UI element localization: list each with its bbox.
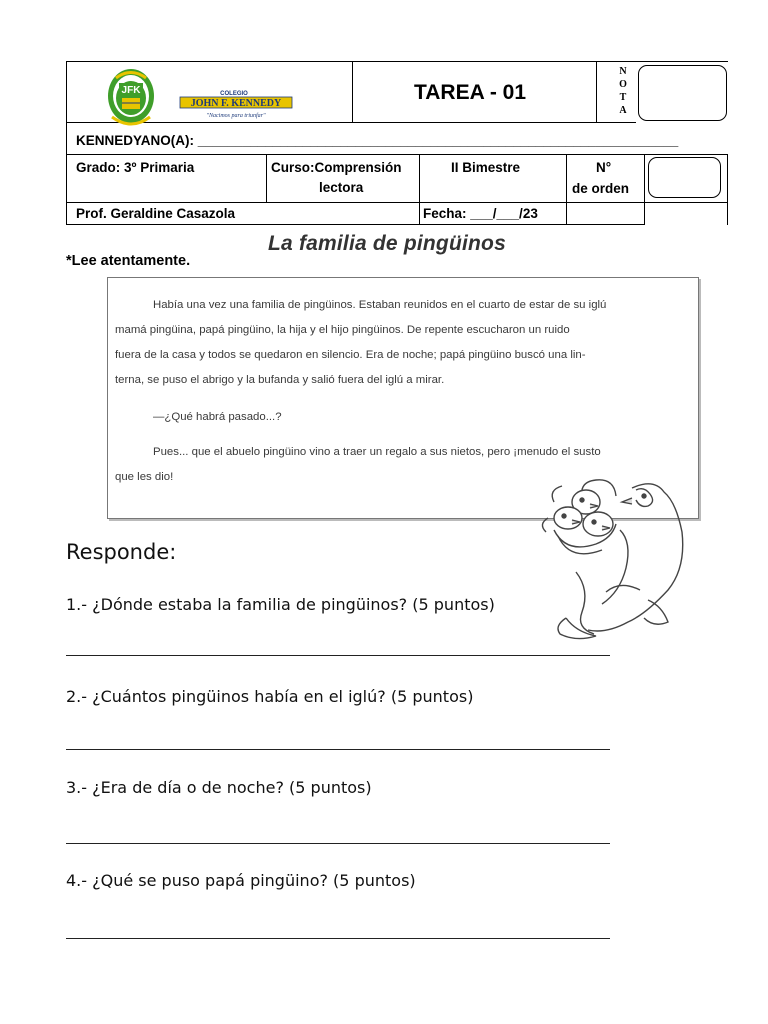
student-name-blank[interactable]: ________________________________________________________________ bbox=[197, 133, 679, 148]
story-line: terna, se puso el abrigo y la bufanda y salió fuera del iglú a mirar. bbox=[115, 374, 445, 386]
nota-letter: O bbox=[619, 79, 627, 90]
answer-line-4[interactable] bbox=[66, 938, 610, 939]
student-name-label bbox=[76, 133, 678, 148]
nota-letter: N bbox=[619, 66, 627, 77]
question-2: 2.- ¿Cuántos pingüinos había en el iglú? (5 puntos) bbox=[66, 687, 474, 706]
story-line: Había una vez una familia de pingüinos. Estaban reunidos en el cuarto de estar de su iglú bbox=[153, 299, 607, 311]
answer-line-1[interactable] bbox=[66, 655, 610, 656]
nota-label bbox=[617, 65, 629, 117]
story-paragraph-3 bbox=[115, 440, 601, 490]
answer-line-3[interactable] bbox=[66, 843, 610, 844]
teacher-name: Prof. Geraldine Casazola bbox=[76, 206, 236, 221]
story-dialogue: —¿Qué habrá pasado...? bbox=[153, 411, 282, 423]
question-1: 1.- ¿Dónde estaba la familia de pingüinos? (5 puntos) bbox=[66, 595, 495, 614]
grade-level: Grado: 3º Primaria bbox=[76, 160, 195, 175]
date-field[interactable]: Fecha: ___/___/23 bbox=[423, 206, 538, 221]
logo-initials: JFK bbox=[121, 85, 141, 96]
bimester: II Bimestre bbox=[451, 160, 521, 175]
story-line: Pues... que el abuelo pingüino vino a traer un regalo a sus nietos, pero ¡menudo el susto bbox=[153, 446, 601, 458]
logo-motto: "Nacimos para triunfar" bbox=[206, 113, 266, 119]
story-line: que les dio! bbox=[115, 471, 174, 483]
story-line: mamá pingüina, papá pingüino, la hija y el hijo pingüinos. De repente escucharon un ruido bbox=[115, 324, 570, 336]
grade-box[interactable] bbox=[638, 65, 727, 121]
instruction: *Lee atentamente. bbox=[66, 253, 191, 269]
student-label: KENNEDYANO(A): bbox=[76, 133, 198, 148]
story-line: fuera de la casa y todos se quedaron en silencio. Era de noche; papá pingüino buscó una lin- bbox=[115, 349, 586, 361]
responde-heading: Responde: bbox=[66, 540, 177, 564]
course-line2: lectora bbox=[319, 180, 364, 195]
question-3: 3.- ¿Era de día o de noche? (5 puntos) bbox=[66, 778, 372, 797]
order-number-line1: N° bbox=[596, 160, 612, 175]
header-table bbox=[66, 61, 728, 225]
nota-letter: A bbox=[619, 105, 627, 116]
logo-school-name: JOHN F. KENNEDY bbox=[190, 98, 282, 109]
school-crest-logo bbox=[102, 65, 312, 129]
logo-small-text: COLEGIO bbox=[220, 91, 248, 97]
task-title: TAREA - 01 bbox=[414, 81, 527, 104]
answer-line-2[interactable] bbox=[66, 749, 610, 750]
order-number-box[interactable] bbox=[648, 157, 721, 198]
story-title: La familia de pingüinos bbox=[268, 232, 506, 255]
story-paragraph-1 bbox=[115, 293, 607, 393]
question-4: 4.- ¿Qué se puso papá pingüino? (5 puntos) bbox=[66, 871, 416, 890]
course-line1: Curso:Comprensión bbox=[271, 160, 402, 175]
nota-letter: T bbox=[619, 92, 627, 103]
order-number-line2: de orden bbox=[572, 181, 630, 196]
penguin-family-illustration bbox=[536, 472, 692, 644]
